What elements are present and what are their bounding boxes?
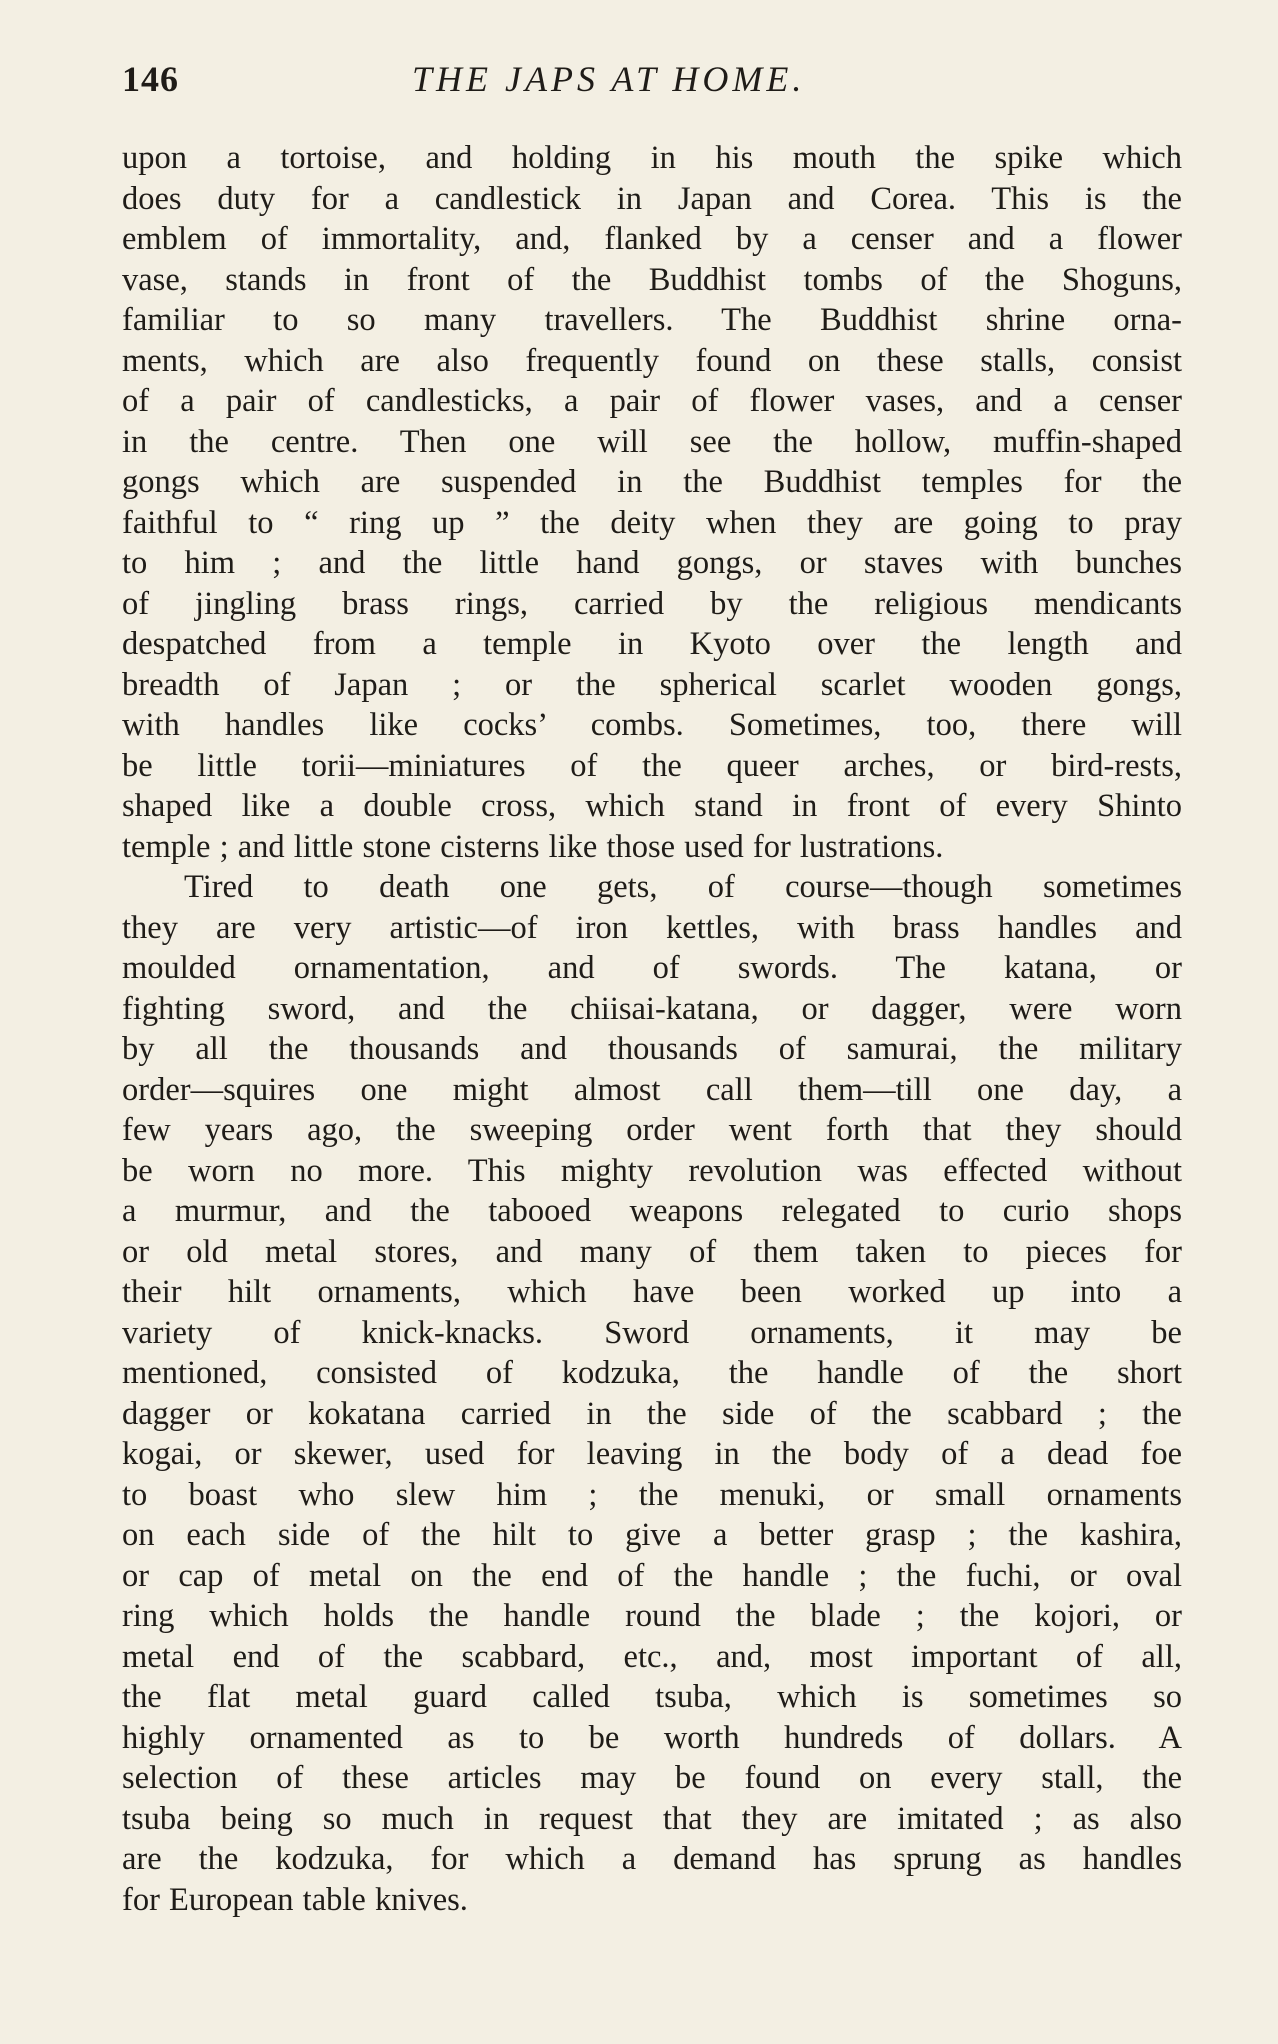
- text-line: temple ; and little stone cisterns like those used for lustrations.: [122, 828, 944, 865]
- text-line: of jingling brass rings, carried by the religious mendicants: [122, 585, 1182, 622]
- page-number: 146: [122, 59, 179, 99]
- text-line: emblem of immortality, and, flanked by a censer and a flower: [122, 221, 1182, 257]
- text-line: variety of knick-knacks. Sword ornaments, it may be: [122, 1314, 1182, 1351]
- text-line: be little torii—miniatures of the queer arches, or bird-rests,: [122, 747, 1182, 784]
- text-line: familiar to so many travellers. The Buddhist shrine orna-: [122, 302, 1182, 338]
- text-line: on each side of the hilt to give a better grasp ; the kashira,: [122, 1517, 1182, 1553]
- text-line: in the centre. Then one will see the hollow, muffin-shaped: [122, 423, 1182, 460]
- text-line: of a pair of candlesticks, a pair of flower vases, and a censer: [122, 383, 1182, 419]
- text-line: faithful to “ ring up ” the deity when they are going to pray: [122, 504, 1182, 541]
- text-line: with handles like cocks’ combs. Sometimes, too, there will: [122, 707, 1182, 743]
- running-title: THE JAPS AT HOME.: [412, 59, 806, 99]
- text-line: a murmur, and the tabooed weapons relegated to curio shops: [122, 1193, 1182, 1229]
- text-line: the flat metal guard called tsuba, which is sometimes so: [122, 1679, 1182, 1715]
- text-line: or cap of metal on the end of the handle ; the fuchi, or oval: [122, 1557, 1182, 1594]
- text-line: by all the thousands and thousands of samurai, the military: [122, 1031, 1182, 1067]
- body-text: [122, 138, 1182, 1920]
- text-line: highly ornamented as to be worth hundreds of dollars. A: [122, 1719, 1182, 1756]
- text-line: they are very artistic—of iron kettles, with brass handles and: [122, 909, 1182, 946]
- text-line: be worn no more. This mighty revolution was effected without: [122, 1152, 1182, 1189]
- text-line: upon a tortoise, and holding in his mouth the spike which: [122, 140, 1182, 176]
- text-line: for European table knives.: [122, 1881, 468, 1918]
- text-line: breadth of Japan ; or the spherical scarlet wooden gongs,: [122, 666, 1182, 703]
- text-line: Tired to death one gets, of course—though sometimes: [184, 869, 1182, 905]
- text-line: ments, which are also frequently found on these stalls, consist: [122, 342, 1182, 379]
- text-line: fighting sword, and the chiisai-katana, or dagger, were worn: [122, 990, 1182, 1027]
- text-line: dagger or kokatana carried in the side of the scabbard ; the: [122, 1395, 1182, 1432]
- text-line: ring which holds the handle round the blade ; the kojori, or: [122, 1598, 1182, 1634]
- text-line: metal end of the scabbard, etc., and, most important of all,: [122, 1638, 1182, 1675]
- text-line: to him ; and the little hand gongs, or staves with bunches: [122, 545, 1182, 581]
- text-line: their hilt ornaments, which have been worked up into a: [122, 1274, 1182, 1310]
- text-line: or old metal stores, and many of them taken to pieces for: [122, 1233, 1182, 1270]
- text-line: moulded ornamentation, and of swords. The katana, or: [122, 950, 1182, 986]
- text-line: are the kodzuka, for which a demand has sprung as handles: [122, 1841, 1182, 1877]
- text-line: selection of these articles may be found on every stall, the: [122, 1760, 1182, 1796]
- text-line: despatched from a temple in Kyoto over the length and: [122, 626, 1182, 662]
- text-line: does duty for a candlestick in Japan and Corea. This is the: [122, 180, 1182, 217]
- text-line: kogai, or skewer, used for leaving in the body of a dead foe: [122, 1436, 1182, 1472]
- text-line: order—squires one might almost call them—till one day, a: [122, 1071, 1182, 1108]
- page-header: [122, 58, 1182, 108]
- text-line: few years ago, the sweeping order went forth that they should: [122, 1112, 1182, 1148]
- text-line: tsuba being so much in request that they are imitated ; as also: [122, 1800, 1182, 1837]
- text-line: to boast who slew him ; the menuki, or small ornaments: [122, 1476, 1182, 1513]
- text-line: vase, stands in front of the Buddhist tombs of the Shoguns,: [122, 261, 1182, 298]
- text-line: mentioned, consisted of kodzuka, the handle of the short: [122, 1355, 1182, 1391]
- text-line: shaped like a double cross, which stand in front of every Shinto: [122, 788, 1182, 824]
- text-line: gongs which are suspended in the Buddhist temples for the: [122, 464, 1182, 500]
